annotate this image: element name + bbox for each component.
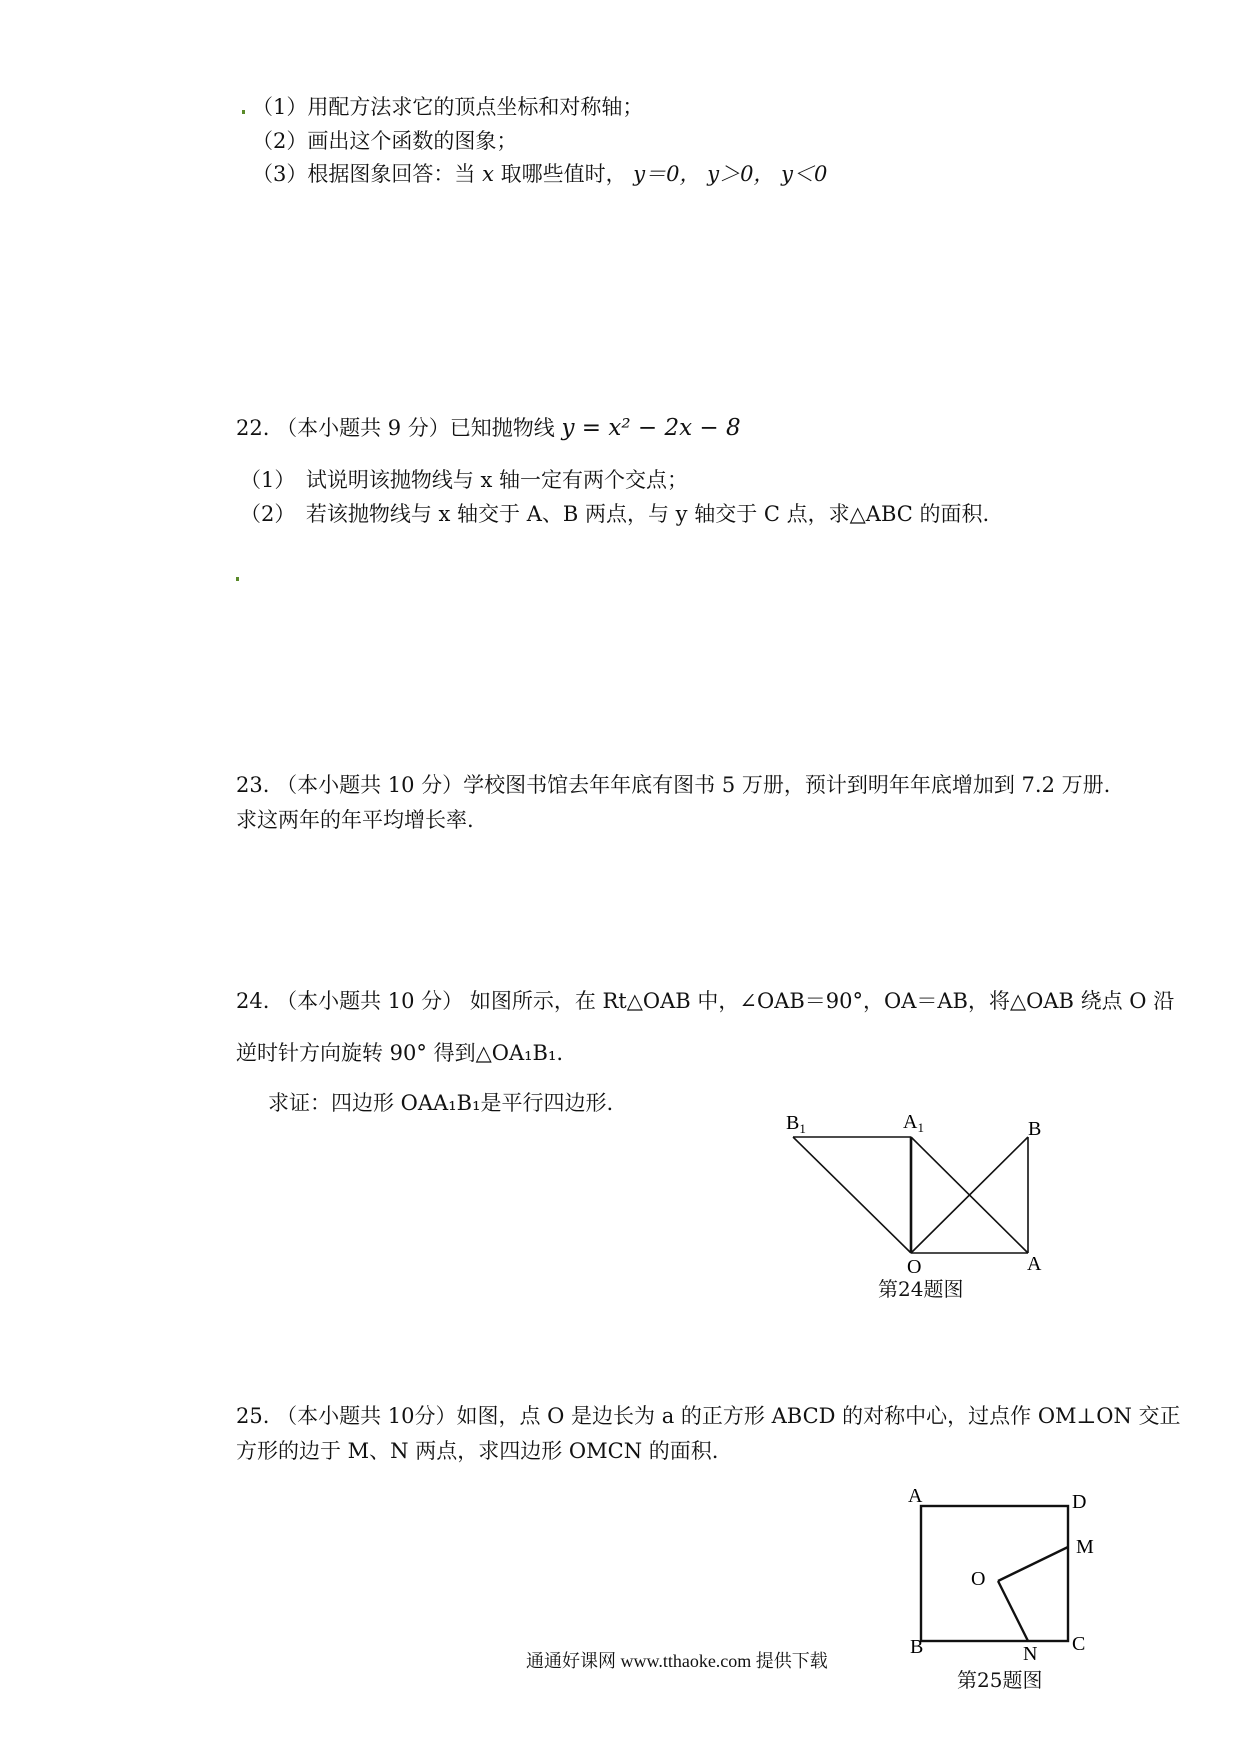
q25-line2: 方形的边于 M、N 两点，求四边形 OMCN 的面积.: [236, 1439, 719, 1463]
q25-label-b: B: [910, 1636, 924, 1658]
scan-mark: [236, 577, 239, 581]
q23-line1: 23. （本小题共 10 分）学校图书馆去年年底有图书 5 万册，预计到明年年底增加到 7.2 万册.: [236, 773, 1111, 797]
q25-label-n: N: [1023, 1643, 1038, 1665]
q22-part2: （2） 若该抛物线与 x 轴交于 A、B 两点，与 y 轴交于 C 点，求△ABC 的面积.: [240, 502, 990, 526]
q21-cond-1: y＝0，: [633, 162, 701, 186]
q25-label-m: M: [1076, 1536, 1094, 1558]
q25-label-o: O: [971, 1568, 986, 1590]
q22-header-text: 22. （本小题共 9 分）已知抛物线: [236, 416, 555, 440]
q24-label-a1: $A_1$: [903, 1111, 924, 1135]
q21-part3: [252, 160, 827, 188]
page-footer: 通通好课网 www.tthaoke.com 提供下载: [526, 1651, 828, 1671]
q24-label-b: B: [1028, 1118, 1042, 1140]
q21-part3-pre: （3）根据图象回答：当: [252, 162, 476, 186]
q21-part1: （1）用配方法求它的顶点坐标和对称轴；: [252, 95, 644, 119]
q24-line3: 求证：四边形 OAA₁B₁是平行四边形.: [268, 1091, 614, 1115]
q25-figure-lines: [921, 1506, 1068, 1641]
q21-cond-3: y＜0: [781, 162, 828, 186]
q24-figure-lines: [793, 1137, 1028, 1253]
q25-figure-caption: 第25题图: [957, 1668, 1043, 1692]
q22-part1: （1） 试说明该抛物线与 x 轴一定有两个交点；: [240, 468, 689, 492]
q22-formula: y = x² − 2x − 8: [561, 415, 741, 441]
q25-line1: 25. （本小题共 10分）如图，点 O 是边长为 a 的正方形 ABCD 的对称中心，过点作 OM⊥ON 交正: [236, 1404, 1181, 1428]
q24-figure: [780, 1110, 1060, 1278]
q25-label-a: A: [908, 1485, 923, 1507]
q25-label-c: C: [1072, 1633, 1086, 1655]
q22-header: [236, 414, 741, 442]
q24-label-a: A: [1027, 1253, 1042, 1275]
q23-line2: 求这两年的年平均增长率.: [236, 808, 474, 832]
scan-mark: [242, 110, 245, 114]
q21-var-x: x: [482, 162, 494, 186]
q24-figure-caption: 第24题图: [878, 1277, 964, 1301]
q24-line2: 逆时针方向旋转 90° 得到△OA₁B₁.: [236, 1041, 564, 1065]
q25-label-d: D: [1072, 1491, 1087, 1513]
q21-cond-2: y＞0，: [707, 162, 775, 186]
q21-part3-mid: 取哪些值时，: [500, 162, 627, 186]
q24-label-o: O: [907, 1256, 922, 1278]
q25-figure: [900, 1485, 1100, 1665]
q24-label-b1: $B_1$: [786, 1112, 806, 1136]
q24-line1: 24. （本小题共 10 分） 如图所示，在 Rt△OAB 中，∠OAB＝90°，OA＝AB，将△OAB 绕点 O 沿: [236, 989, 1175, 1013]
q21-part2: （2）画出这个函数的图象；: [252, 129, 518, 153]
